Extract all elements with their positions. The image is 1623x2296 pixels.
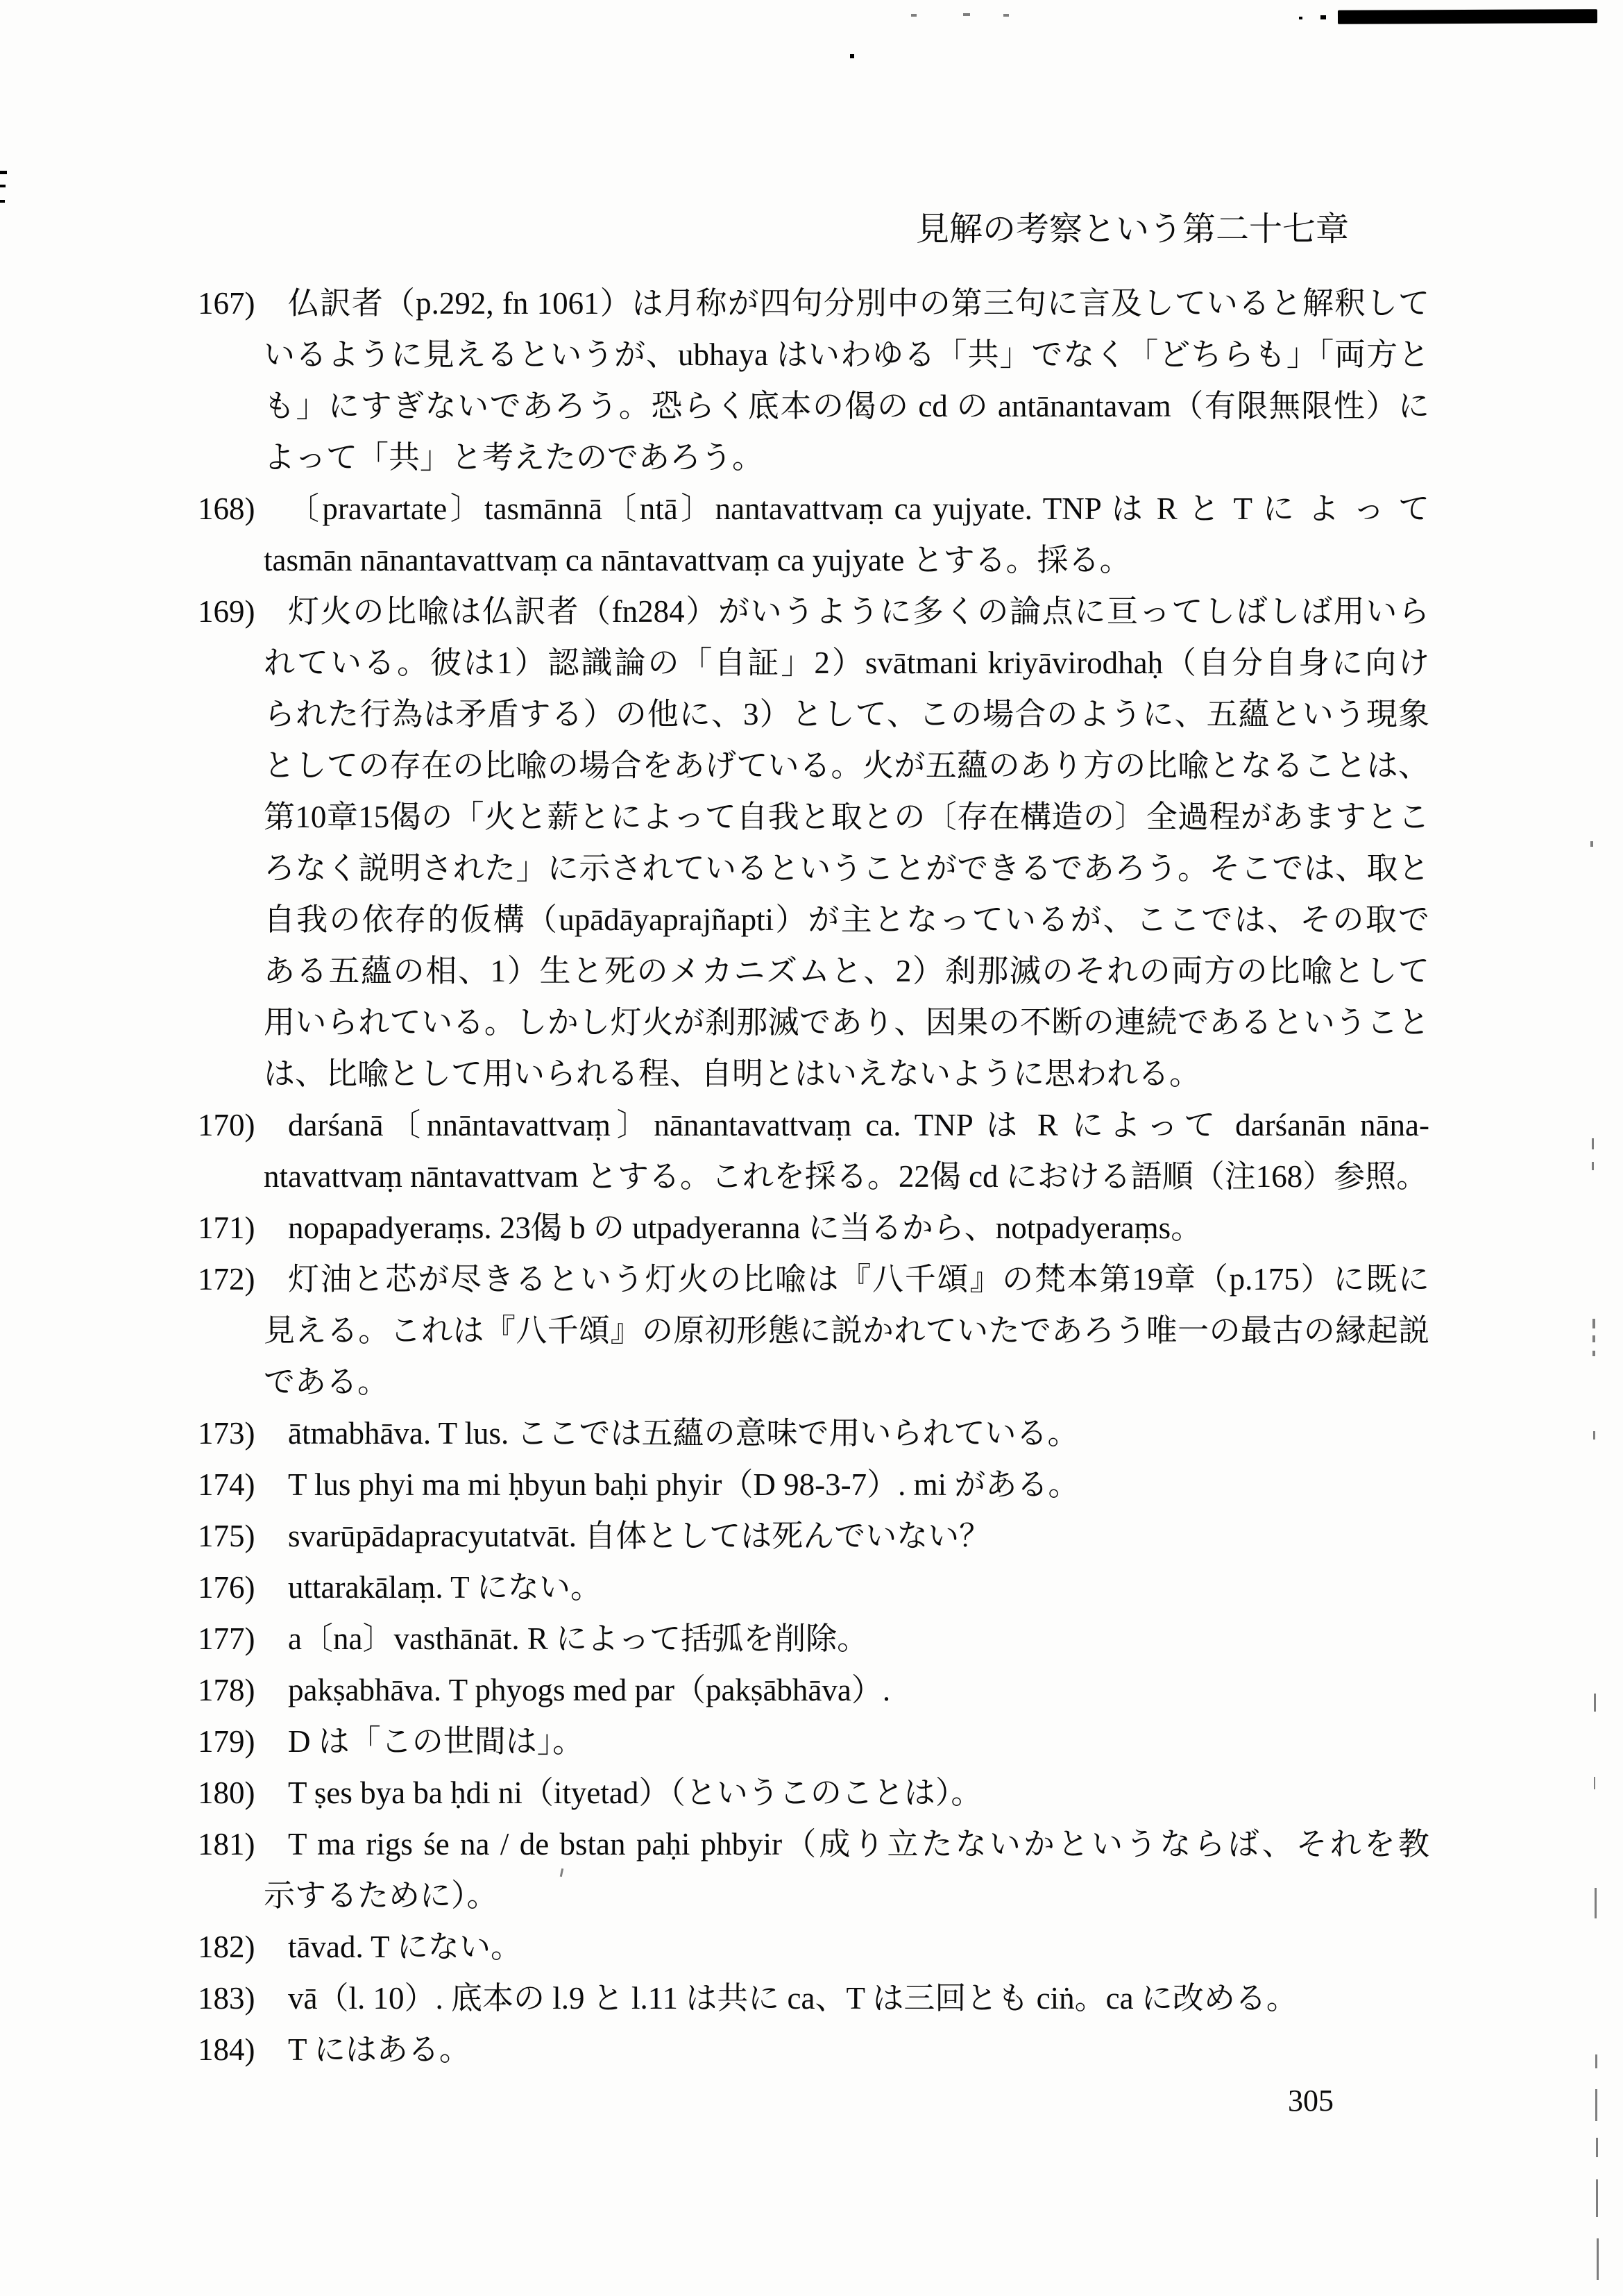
- note-number: 170): [198, 1108, 255, 1142]
- note-line: られた行為は矛盾する）の他に、3）として、この場合のように、五蘊という現象: [264, 697, 1429, 732]
- scan-artifact-edge-dash: [1594, 1777, 1595, 1789]
- note-number: 180): [198, 1775, 255, 1810]
- note-line: D は「この世間は」。: [288, 1724, 584, 1759]
- note-170: [198, 1099, 1429, 1202]
- note-number: 183): [198, 1981, 255, 2016]
- note-line: ntavattvaṃ nāntavattvam とする。これを採る。22偈 cd における語順（注168）参照。: [264, 1159, 1428, 1194]
- note-167: [198, 278, 1429, 483]
- note-176: [198, 1562, 1429, 1613]
- scan-artifact-edge-dash: [1592, 1138, 1594, 1149]
- note-line: svarūpādapracyutatvāt. 自体としては死んでいない？: [288, 1519, 991, 1553]
- scan-artifact-edge-dash: [0, 185, 6, 187]
- scan-artifact-edge-dash: [0, 171, 7, 174]
- scan-artifact-dash: [911, 14, 917, 17]
- note-line: は、比喩として用いられる程、自明とはいえないように思われる。: [264, 1056, 1201, 1091]
- scan-artifact-speck: [1320, 15, 1326, 19]
- note-184: [198, 2024, 1429, 2075]
- note-number: 167): [198, 286, 255, 321]
- note-173: [198, 1408, 1429, 1459]
- note-171: [198, 1202, 1429, 1253]
- note-line: ろなく説明された」に示されているということができるであろう。そこでは、取と: [264, 851, 1429, 886]
- scan-artifact-edge-dash: [1592, 1319, 1595, 1328]
- note-number: 175): [198, 1519, 255, 1553]
- note-line: である。: [264, 1365, 389, 1399]
- note-168: [198, 483, 1429, 586]
- note-line: 〔pravartate〕tasmānnā〔ntā〕nantavattvaṃ ca yujyate. TNP は R と T に よ っ て: [288, 491, 1429, 526]
- note-line: 第10章15偈の「火と薪とによって自我と取との〔存在構造の〕全過程があますとこ: [264, 800, 1429, 834]
- scan-artifact-edge-dash: [1590, 841, 1593, 847]
- scan-artifact-edge-dash: [1595, 2054, 1597, 2068]
- note-line: れている。彼は1）認識論の「自証」2）svātmani kriyāvirodhaḥ（自分自身に向け: [264, 645, 1429, 680]
- note-line: T lus phyi ma mi ḥbyun baḥi phyir（D 98-3-7）. mi がある。: [288, 1467, 1080, 1502]
- note-line: nopapadyeraṃs. 23偈 b の utpadyeranna に当るから、notpadyeraṃs。: [288, 1210, 1203, 1245]
- note-line: ある五蘊の相、1）生と死のメカニズムと、2）刹那滅のそれの両方の比喩として: [264, 954, 1429, 988]
- note-line: darśanā〔nnāntavattvaṃ〕nānantavattvaṃ ca. TNP は R によって darśanān nāna-: [288, 1108, 1429, 1142]
- note-line: よって「共」と考えたのであろう。: [264, 440, 764, 475]
- note-line: 仏訳者（p.292, fn 1061）は月称が四句分別中の第三句に言及していると解釈して: [288, 286, 1429, 321]
- note-number: 176): [198, 1570, 255, 1605]
- note-183: [198, 1973, 1429, 2024]
- note-number: 168): [198, 491, 255, 526]
- note-number: 178): [198, 1673, 255, 1707]
- scan-artifact-edge-dash: [1592, 1162, 1594, 1170]
- endnotes-block: [198, 278, 1429, 2075]
- note-line: a〔na〕vasthānāt. R によって括弧を削除。: [288, 1621, 869, 1656]
- note-number: 174): [198, 1467, 255, 1502]
- note-line: 示するために）。: [264, 1878, 498, 1913]
- note-number: 169): [198, 594, 255, 629]
- scan-artifact-edge-dash: [0, 200, 5, 203]
- note-181: [198, 1818, 1429, 1921]
- note-number: 177): [198, 1621, 255, 1656]
- note-number: 182): [198, 1930, 255, 1964]
- scan-artifact-edge-dash: [1596, 2138, 1598, 2157]
- note-number: 179): [198, 1724, 255, 1759]
- note-line: vā（l. 10）. 底本の l.9 と l.11 は共に ca、T は三回とも ciṅ。ca に改める。: [288, 1981, 1298, 2016]
- scan-artifact-edge-dash: [1595, 2089, 1597, 2121]
- scan-artifact-edge-dash: [1597, 2238, 1599, 2280]
- note-line: も」にすぎないであろう。恐らく底本の偈の cd の antānantavam（有限無限性）に: [264, 389, 1429, 423]
- scan-artifact-black-bar: [1338, 9, 1597, 24]
- note-172: [198, 1253, 1429, 1408]
- scan-artifact-edge-dash: [1594, 1694, 1596, 1712]
- note-line: uttarakālaṃ. T にない。: [288, 1570, 602, 1605]
- note-number: 181): [198, 1827, 255, 1862]
- note-179: [198, 1716, 1429, 1767]
- note-line: tasmān nānantavattvaṃ ca nāntavattvaṃ ca yujyate とする。採る。: [264, 543, 1131, 577]
- note-174: [198, 1459, 1429, 1510]
- note-number: 171): [198, 1210, 255, 1245]
- scan-artifact-edge-dash: [1592, 1351, 1595, 1356]
- note-177: [198, 1613, 1429, 1664]
- note-182: [198, 1921, 1429, 1973]
- note-line: としての存在の比喩の場合をあげている。火が五蘊のあり方の比喩となることは、: [264, 748, 1429, 783]
- note-line: T にはある。: [288, 2032, 470, 2067]
- scan-artifact-speck: [1299, 17, 1302, 19]
- note-line: 灯火の比喩は仏訳者（fn284）がいうように多くの論点に亘ってしばしば用いら: [288, 594, 1429, 629]
- page-number: 305: [1288, 2084, 1334, 2118]
- note-line: いるように見えるというが、ubhaya はいわゆる「共」でなく「どちらも」「両方と: [264, 337, 1429, 372]
- scan-artifact-edge-dash: [1593, 1431, 1595, 1440]
- scan-artifact-dot: [850, 54, 854, 58]
- note-line: T ma rigs śe na / de bstan paḥi phbyir（成り立たないかというならば、それを教: [288, 1827, 1429, 1862]
- note-180: [198, 1767, 1429, 1818]
- note-line: 自我の依存的仮構（upādāyaprajñapti）が主となっているが、ここでは、その取で: [264, 902, 1429, 937]
- note-line: 灯油と芯が尽きるという灯火の比喩は『八千頌』の梵本第19章（p.175）に既に: [288, 1262, 1429, 1297]
- note-line: T ṣes bya ba ḥdi ni（ityetad）（というこのことは）。: [288, 1775, 983, 1810]
- note-number: 173): [198, 1416, 255, 1451]
- note-line: 用いられている。しかし灯火が刹那滅であり、因果の不断の連続であるということ: [264, 1005, 1429, 1040]
- note-line: 見える。これは『八千頌』の原初形態に説かれていたであろう唯一の最古の縁起説: [264, 1313, 1429, 1348]
- scan-artifact-edge-dash: [1596, 2179, 1598, 2217]
- scan-artifact-dash: [963, 13, 970, 16]
- chapter-heading: 見解の考察という第二十七章: [915, 211, 1349, 248]
- note-line: pakṣabhāva. T phyogs med par（pakṣābhāva）.: [288, 1673, 891, 1707]
- scan-artifact-dash: [1003, 14, 1009, 17]
- note-line: tāvad. T にない。: [288, 1930, 522, 1964]
- note-number: 172): [198, 1262, 255, 1297]
- note-169: [198, 586, 1429, 1099]
- note-line: ātmabhāva. T lus. ここでは五蘊の意味で用いられている。: [288, 1416, 1079, 1451]
- note-178: [198, 1664, 1429, 1716]
- note-number: 184): [198, 2032, 255, 2067]
- scan-artifact-edge-dash: [1595, 1888, 1597, 1918]
- scan-artifact-edge-dash: [1592, 1335, 1595, 1342]
- note-175: [198, 1510, 1429, 1562]
